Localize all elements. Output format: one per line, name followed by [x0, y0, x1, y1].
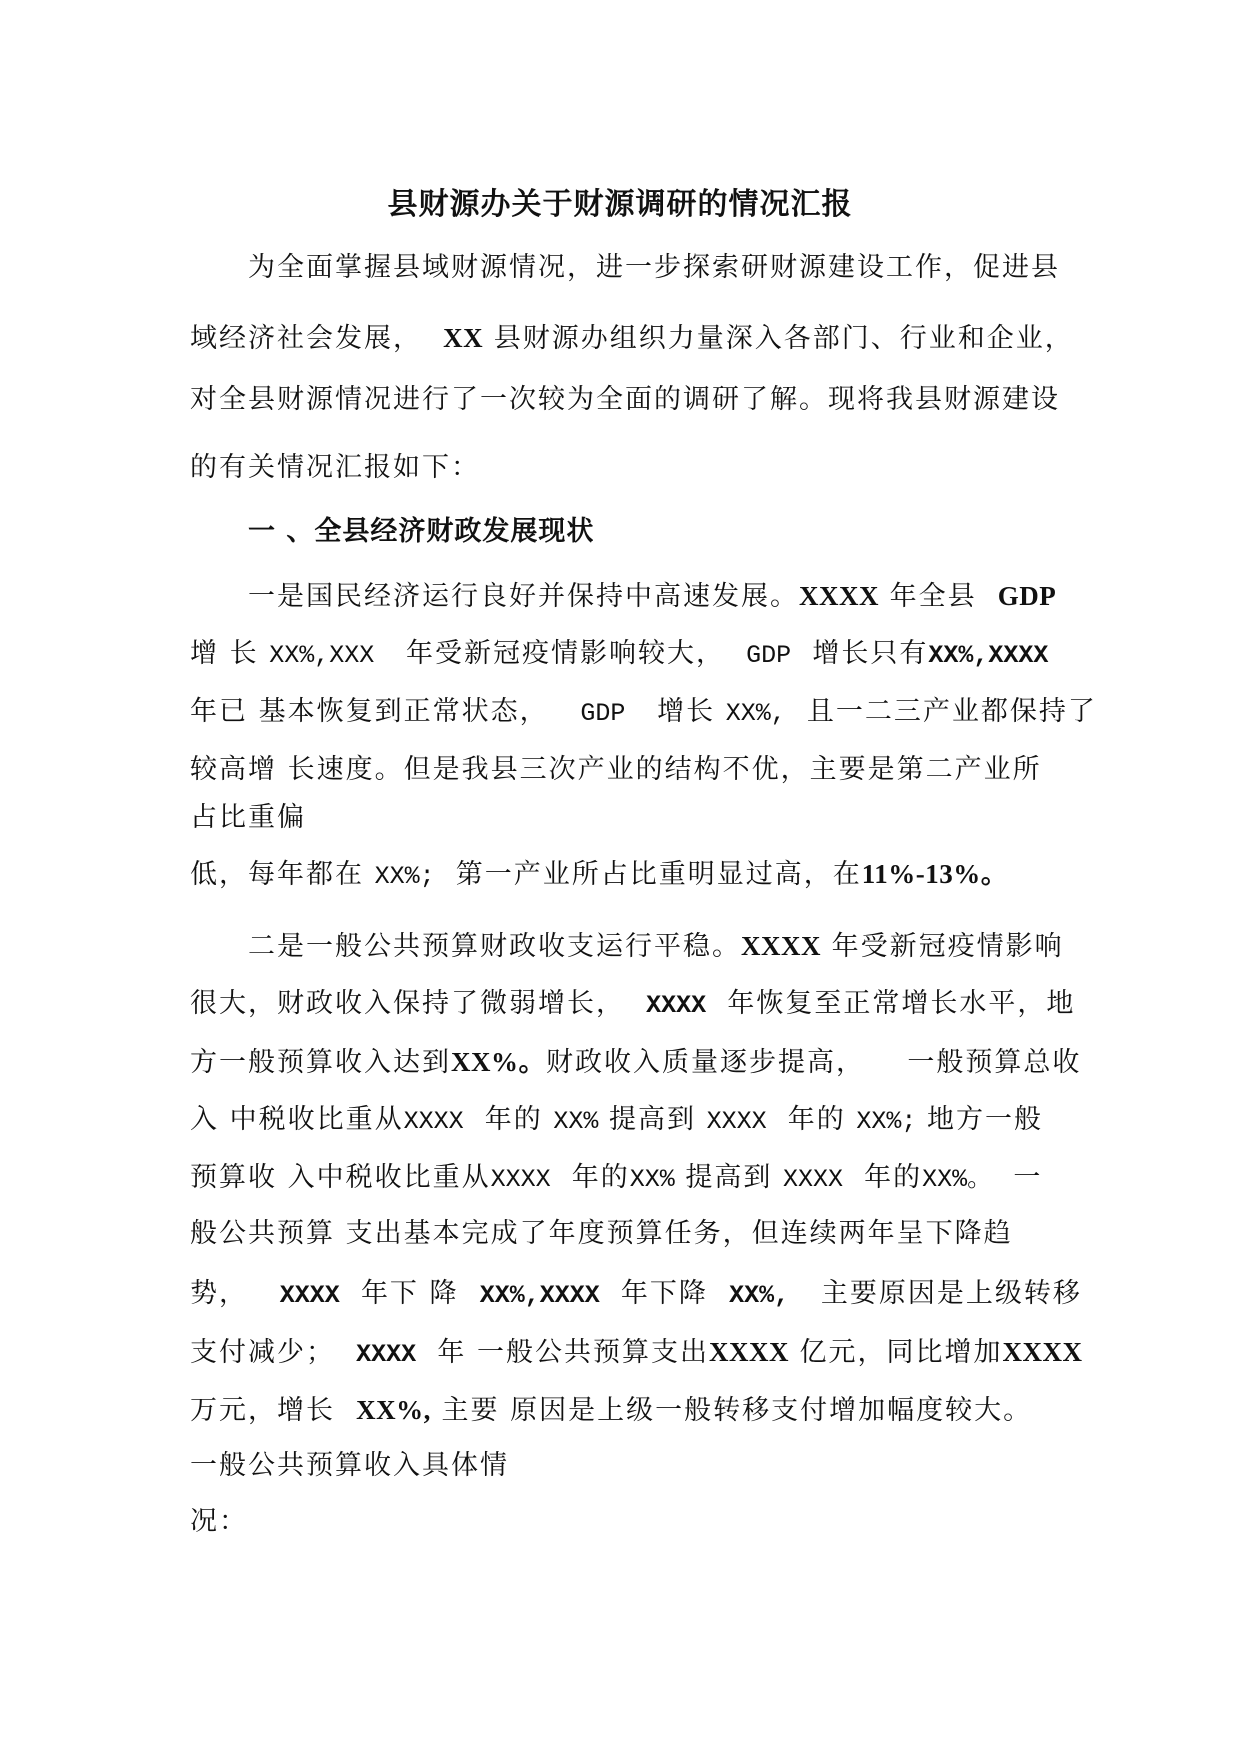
p1-text: 占比重偏	[190, 802, 306, 833]
p2-text: 方一般预算收入达到	[190, 1047, 451, 1078]
p1-text: 第一产业所占比重明显过高，在	[455, 859, 862, 890]
intro-line-2	[190, 320, 1074, 357]
p1-value: XX%,	[725, 699, 786, 728]
p1-text: 较高增 长速度。但是我县三次产业的结构不优，主要是第二产业所	[190, 754, 1042, 785]
p2-value: XX%。	[922, 1165, 993, 1194]
intro-text: 为全面掌握县域财源情况，进一步探索研财源建设工作，促进县	[248, 252, 1060, 283]
p2-text: 年下降	[620, 1278, 708, 1309]
p2-value: XXXX	[708, 1337, 789, 1367]
p2-text: 主要 原因是上级一般转移支付增加幅度较大。	[441, 1395, 1033, 1426]
p2-line-9	[190, 1392, 1032, 1429]
p2-text: 主要原因是上级转移	[820, 1278, 1082, 1309]
p1-value: XX%,XXX	[269, 641, 375, 670]
p2-value: XX%	[629, 1165, 675, 1194]
p2-text: 年受新冠疫情影响	[831, 931, 1064, 962]
p2-placeholder: XXXX	[403, 1107, 464, 1136]
p2-line-5	[190, 1160, 1042, 1198]
p2-placeholder: XXXX	[490, 1165, 551, 1194]
p1-line-4	[190, 752, 1042, 788]
p2-text: 年恢复至正常增长水平，地	[727, 988, 1076, 1019]
p1-text: 年全县	[889, 581, 977, 612]
p1-text: 增 长	[190, 638, 259, 669]
p2-text: 般公共预算 支出基本完成了年度预算任务，但连续两年呈下降趋	[190, 1218, 1013, 1249]
p1-gdp: GDP	[580, 699, 626, 728]
p2-line-7	[190, 1276, 1082, 1314]
p2-text: 年的	[571, 1162, 630, 1193]
p1-text: 增长	[657, 696, 716, 727]
p2-text: 很大，财政收入保持了微弱增长，	[190, 988, 625, 1019]
p1-text: 增长只有	[812, 638, 929, 669]
p2-value: XX%,	[729, 1281, 790, 1310]
p1-value: 11%-13%。	[861, 859, 1009, 889]
p2-text: 提高到	[685, 1162, 773, 1193]
p2-text: 入 中税收比重从	[190, 1104, 404, 1135]
intro-line-3	[190, 382, 1060, 418]
p1-value: XX%,XXXX	[928, 641, 1049, 670]
p2-text: 万元，增长	[190, 1395, 335, 1426]
p2-text: 地方一般	[926, 1104, 1043, 1135]
p2-text: 二是一般公共预算财政收支运行平稳。	[248, 931, 741, 962]
p2-value: XX%;	[856, 1107, 917, 1136]
p1-line-6	[190, 856, 1008, 895]
p2-placeholder: XXXX	[646, 991, 707, 1020]
p2-placeholder: XXXX	[706, 1107, 767, 1136]
p2-line-6	[190, 1216, 1013, 1252]
p2-placeholder: XXXX	[356, 1340, 417, 1369]
p3-line-2	[190, 1504, 248, 1540]
p1-gdp: GDP	[997, 581, 1057, 611]
intro-text: 的有关情况汇报如下：	[190, 452, 480, 483]
p2-text: 年的	[864, 1162, 923, 1193]
p1-placeholder: XXXX	[799, 581, 879, 611]
p2-text: 亿元，同比增加	[799, 1337, 1003, 1368]
p2-value: XX%	[553, 1107, 599, 1136]
p2-line-1	[248, 928, 1064, 965]
p2-line-2	[190, 986, 1075, 1024]
p2-text: 年的	[787, 1104, 846, 1135]
p2-value: XXXX	[1002, 1337, 1083, 1367]
p3-text: 一般公共预算收入具体情	[190, 1450, 509, 1481]
p1-line-2	[190, 636, 1048, 674]
p1-text: 年受新冠疫情影响较大，	[405, 638, 725, 669]
p1-text: 且一二三产业都保持了	[806, 696, 1097, 727]
p2-value: XX%。	[451, 1047, 546, 1077]
p2-placeholder: XXXX	[741, 931, 821, 961]
p1-gdp: GDP	[746, 641, 792, 670]
p2-text: 预算收 入中税收比重从	[190, 1162, 491, 1193]
p2-text: 年的	[484, 1104, 543, 1135]
p2-line-4	[190, 1102, 1043, 1140]
p1-text: 一是国民经济运行良好并保持中高速发展。	[248, 581, 799, 612]
p2-placeholder: XXXX	[782, 1165, 843, 1194]
p1-line-5	[190, 800, 306, 836]
intro-text: 县财源办组织力量深入各部门、行业和企业，	[493, 323, 1074, 354]
p2-line-3	[190, 1044, 1081, 1081]
p2-text: 年 一般公共预算支出	[437, 1337, 709, 1368]
p1-text: 低，每年都在	[190, 859, 364, 890]
p2-text: 一	[1013, 1162, 1043, 1193]
p2-line-8	[190, 1334, 1083, 1373]
section-heading: 一 、全县经济财政发展现状	[248, 516, 595, 547]
p2-placeholder: XXXX	[279, 1281, 340, 1310]
intro-placeholder: XX	[443, 323, 484, 353]
p3-text: 况：	[190, 1506, 248, 1537]
p1-line-1	[248, 578, 1056, 615]
p2-text: 支付减少；	[190, 1337, 335, 1368]
intro-line-4	[190, 450, 480, 486]
p2-value: XX%,XXXX	[479, 1281, 600, 1310]
p3-line-1	[190, 1448, 509, 1484]
p1-value: XX%;	[374, 862, 435, 891]
p2-text: 提高到	[608, 1104, 696, 1135]
intro-line-1	[248, 250, 1060, 286]
p2-value: XX%,	[356, 1395, 431, 1425]
document-title: 县财源办关于财源调研的情况汇报	[387, 187, 853, 222]
p2-text: 势，	[190, 1278, 248, 1309]
intro-text: 域经济社会发展，	[190, 323, 422, 354]
intro-text: 对全县财源情况进行了一次较为全面的调研了解。现将我县财源建设	[190, 384, 1060, 415]
p2-text: 年下 降	[360, 1278, 459, 1309]
p2-text: 财政收入质量逐步提高，	[546, 1047, 865, 1078]
p2-text: 一般预算总收	[907, 1047, 1082, 1078]
p1-text: 年已 基本恢复到正常状态，	[190, 696, 549, 727]
p1-line-3	[190, 694, 1097, 732]
